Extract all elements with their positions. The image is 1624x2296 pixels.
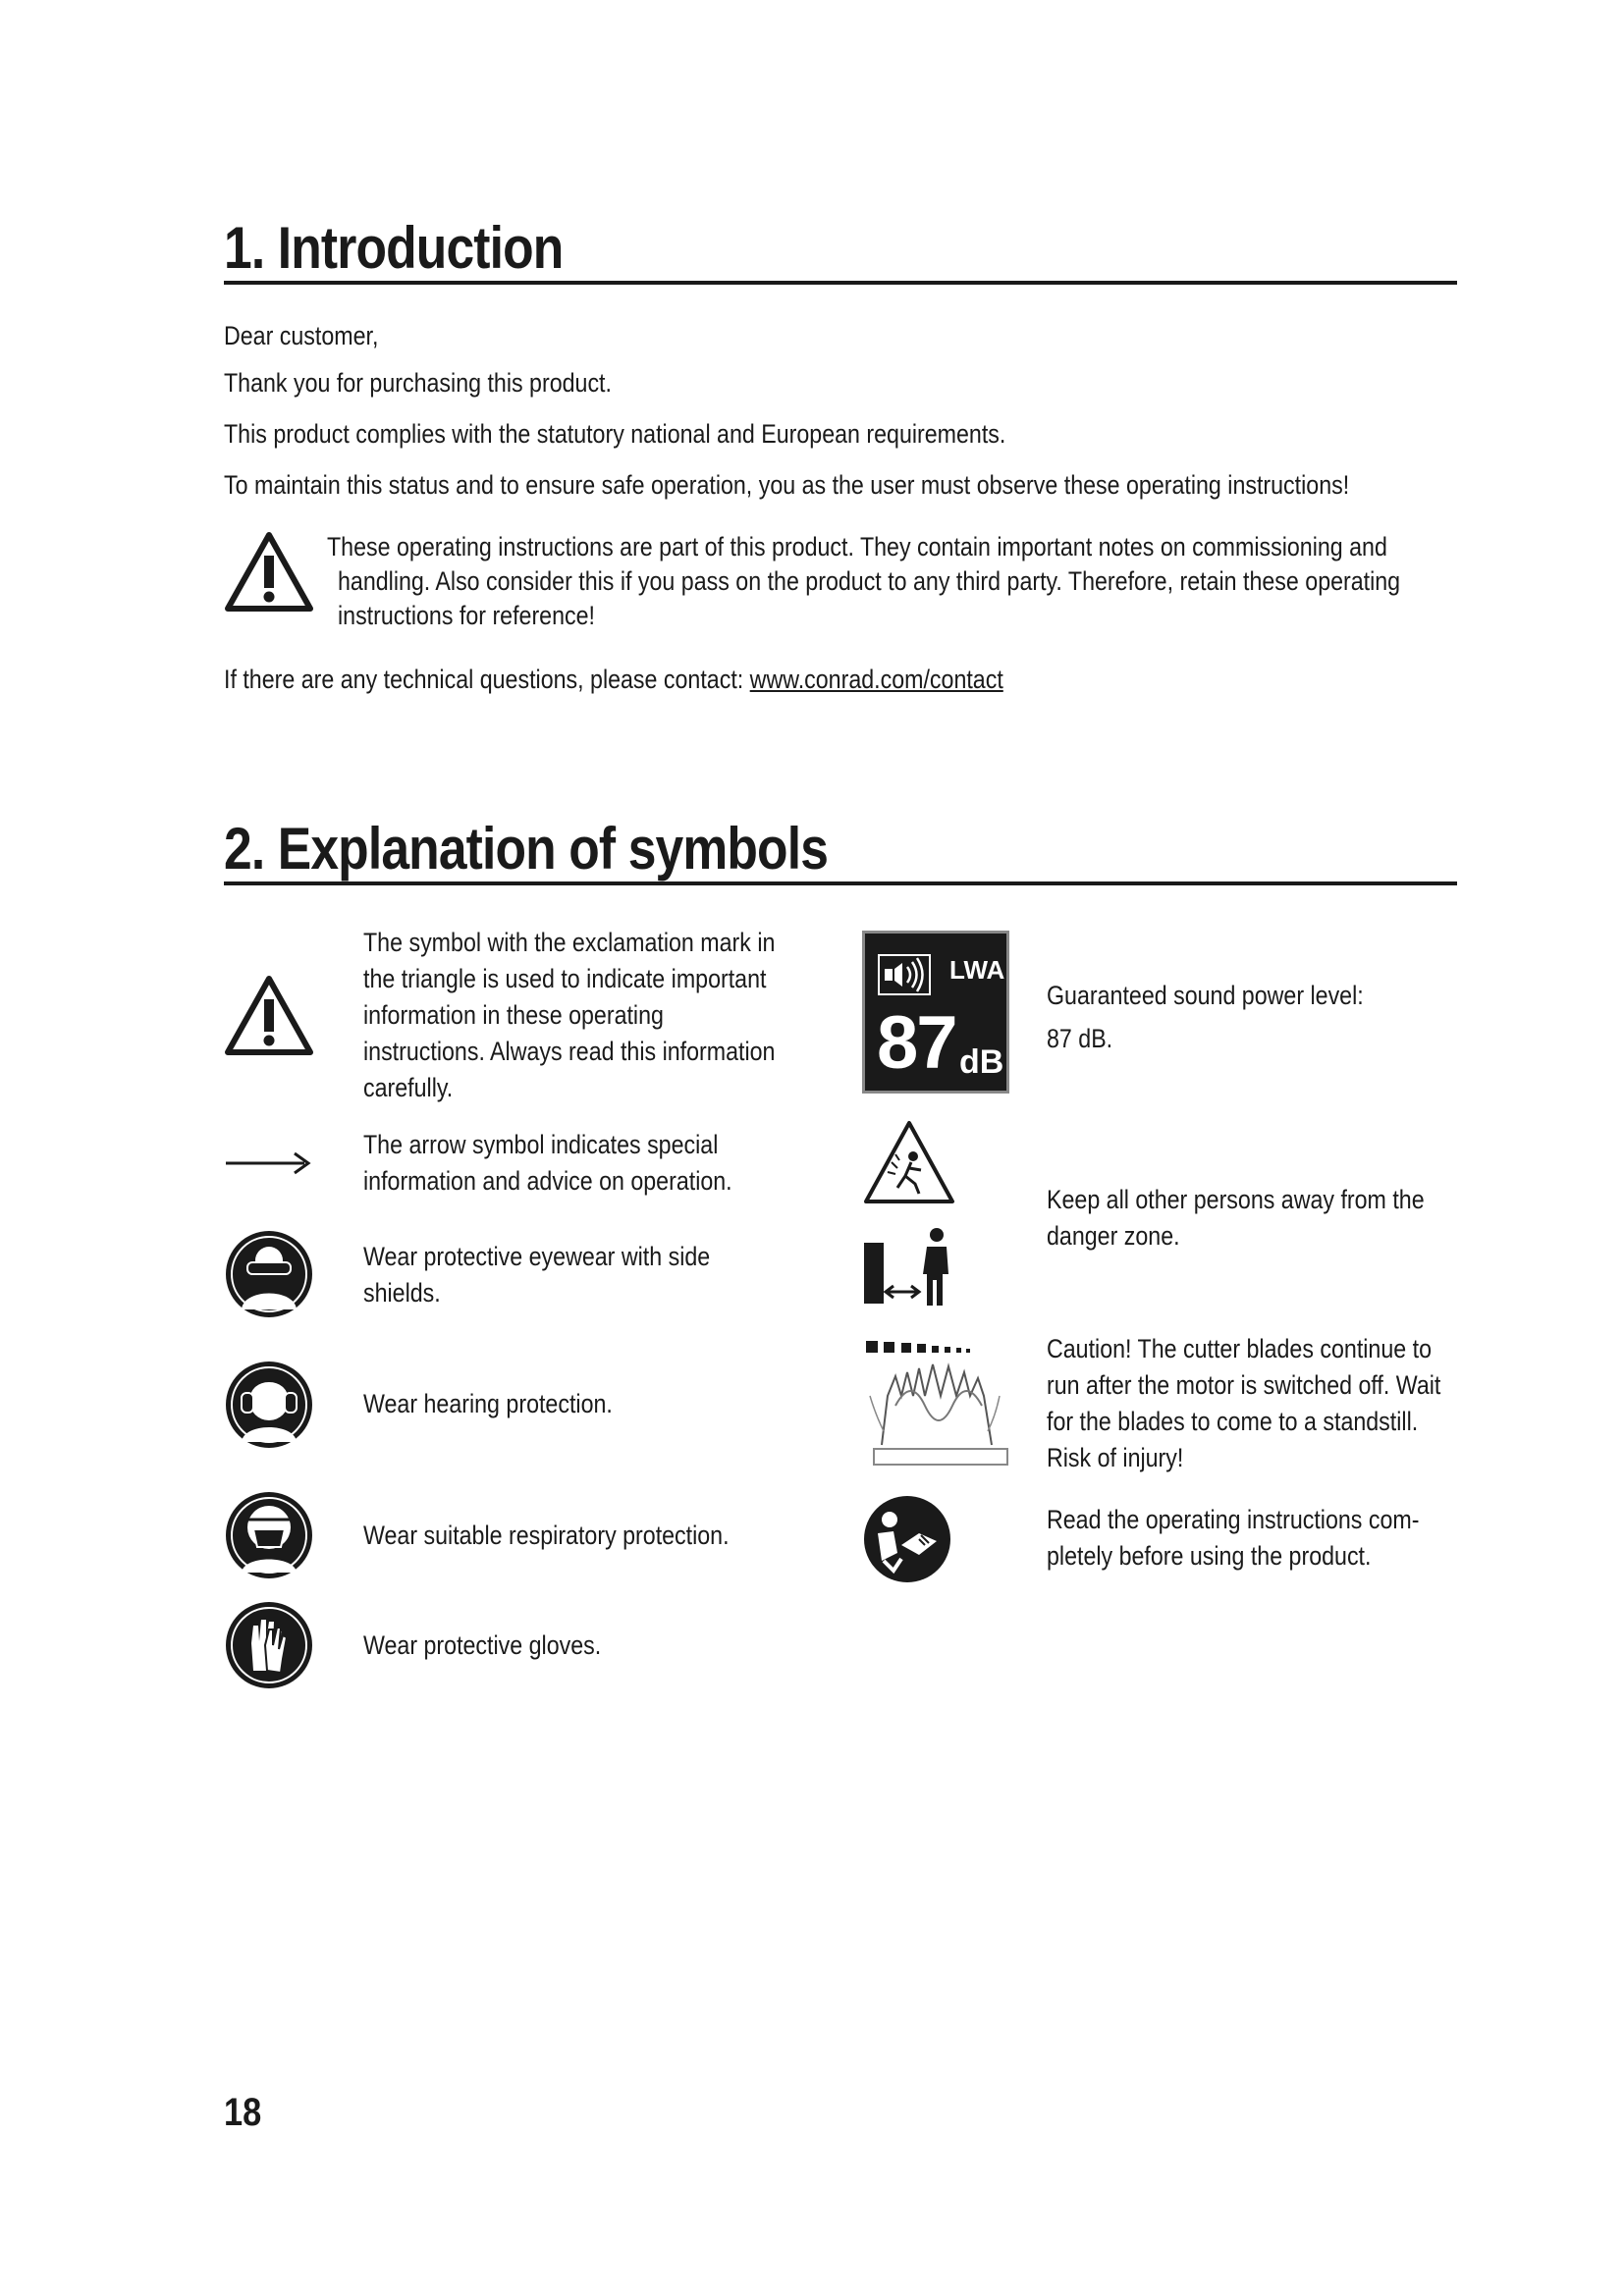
intro-heading-rule bbox=[224, 281, 1457, 285]
sound-badge-unit: dB bbox=[959, 1043, 1004, 1081]
symbols-heading-rule bbox=[224, 881, 1457, 885]
hearing-description: Wear hearing protection. bbox=[363, 1389, 613, 1418]
read-manual-description: Read the operating instructions com-pletely before using the product. bbox=[1047, 1505, 1420, 1571]
lwa-label: LWA bbox=[949, 955, 1005, 985]
thanks-text: Thank you for purchasing this product. bbox=[224, 368, 612, 398]
gloves-icon bbox=[224, 1600, 314, 1690]
page-number: 18 bbox=[224, 2091, 262, 2134]
complies-text: This product complies with the statutory national and European requirements. bbox=[224, 419, 1006, 449]
contact-link[interactable]: www.conrad.com/contact bbox=[749, 665, 1003, 694]
sound-power-badge bbox=[862, 931, 1009, 1094]
intro-heading: 1. Introduction bbox=[224, 215, 564, 281]
greeting: Dear customer, bbox=[224, 321, 379, 350]
cutter-description: Caution! The cutter blades continue to run after the motor is switched off. Wait for the blades to come to a standstill. Risk of injury! bbox=[1047, 1334, 1441, 1472]
arrow-description: The arrow symbol indicates special information and advice on operation. bbox=[363, 1130, 732, 1196]
gloves-description: Wear protective gloves. bbox=[363, 1630, 602, 1660]
sound-title: Guaranteed sound power level: bbox=[1047, 981, 1364, 1010]
symbols-heading: 2. Explanation of symbols bbox=[224, 816, 829, 881]
arrow-icon bbox=[224, 1148, 314, 1178]
maintain-text: To maintain this status and to ensure safe operation, you as the user must observe these operating instructions! bbox=[224, 470, 1350, 500]
respiratory-description: Wear suitable respiratory protection. bbox=[363, 1521, 730, 1550]
contact-line bbox=[224, 663, 1003, 696]
read-manual-icon bbox=[862, 1494, 952, 1584]
sound-badge-number: 87 bbox=[877, 1001, 956, 1085]
exclamation-description: The symbol with the exclamation mark in the triangle is used to indicate important information in these operating instructions. Always read this information carefully. bbox=[363, 928, 776, 1102]
cutter-blades-icon bbox=[862, 1337, 1019, 1484]
respirator-icon bbox=[224, 1490, 314, 1580]
warning-line-1: These operating instructions are part of this product. They contain important notes on commissioning and bbox=[327, 532, 1387, 561]
warning-triangle-icon bbox=[224, 530, 314, 614]
safety-distance-icon bbox=[862, 1225, 960, 1309]
warning-line-2: handling. Also consider this if you pass on the product to any third party. Therefore, retain these operating bbox=[338, 566, 1401, 596]
sound-value: 87 dB. bbox=[1047, 1024, 1113, 1053]
flying-debris-warning-icon bbox=[862, 1119, 956, 1207]
eyewear-icon bbox=[224, 1229, 314, 1319]
hearing-protection-icon bbox=[224, 1360, 314, 1450]
exclamation-triangle-icon bbox=[224, 974, 314, 1058]
eyewear-description: Wear protective eyewear with side shields. bbox=[363, 1242, 711, 1308]
danger-zone-description: Keep all other persons away from the danger zone. bbox=[1047, 1185, 1425, 1251]
speaker-icon bbox=[873, 941, 936, 998]
warning-line-3: instructions for reference! bbox=[338, 601, 595, 630]
contact-text: If there are any technical questions, please contact: bbox=[224, 665, 750, 694]
